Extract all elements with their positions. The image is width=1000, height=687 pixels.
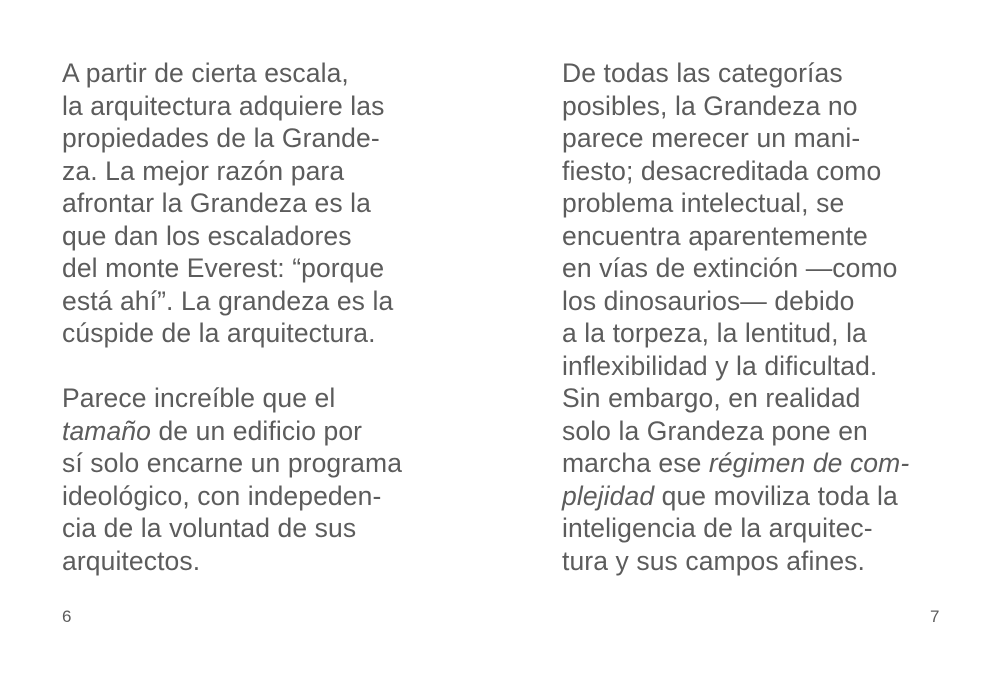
text-line: a la torpeza, la lentitud, la [562,318,867,348]
text-line: del monte Everest: “porque [62,253,385,283]
text-line: za. La mejor razón para [62,155,345,186]
italic-text: plejidad [562,480,655,511]
paragraph-gap [62,350,402,383]
page-number: 7 [930,607,940,626]
left-page-text [62,57,402,577]
text-line: posibles, la Grandeza no [562,90,858,121]
text-run: que moviliza toda la [654,480,898,511]
text-line: encuentra aparentemente [562,220,868,251]
text-line: propiedades de la Grande- [62,123,380,153]
text-line: Sin embargo, en realidad [562,383,861,413]
text-line: solo la Grandeza pone en [562,415,868,446]
text-line: A partir de cierta escala, [62,58,349,88]
text-line: fiesto; desacreditada como [562,155,882,186]
text-line: tura y sus campos afines. [562,545,865,576]
text-line: está ahí”. La grandeza es la [62,285,394,316]
italic-text: tamaño [62,415,151,446]
text-line: inteligencia de la arquitec- [562,513,873,543]
text-line: De todas las categorías [562,58,843,88]
text-line: sí solo encarne un programa [62,448,403,478]
text-line: parece merecer un mani- [562,123,861,153]
text-line: que dan los escaladores [62,220,352,251]
text-line: problema intelectual, se [562,188,845,218]
right-page-text [562,57,909,577]
text-line: en vías de extinción —como [562,253,898,283]
text-line: cia de la voluntad de sus [62,513,357,543]
text-line [562,447,909,480]
right-page [500,0,1000,687]
text-line: la arquitectura adquiere las [62,90,385,121]
text-line [62,415,402,448]
text-line: cúspide de la arquitectura. [62,318,376,348]
text-line: arquitectos. [62,545,201,576]
text-line: afrontar la Grandeza es la [62,188,371,218]
text-run: marcha ese [562,448,709,478]
page-number: 6 [62,607,72,626]
text-line: Parece increíble que el [62,383,336,413]
italic-text: régimen de com- [708,448,910,478]
text-line: los dinosaurios— debido [562,285,855,316]
text-line: ideológico, con indepeden- [62,480,382,511]
text-line: inflexibilidad y la dificultad. [562,350,878,381]
text-run: de un edificio por [151,415,363,446]
text-line [562,480,909,513]
